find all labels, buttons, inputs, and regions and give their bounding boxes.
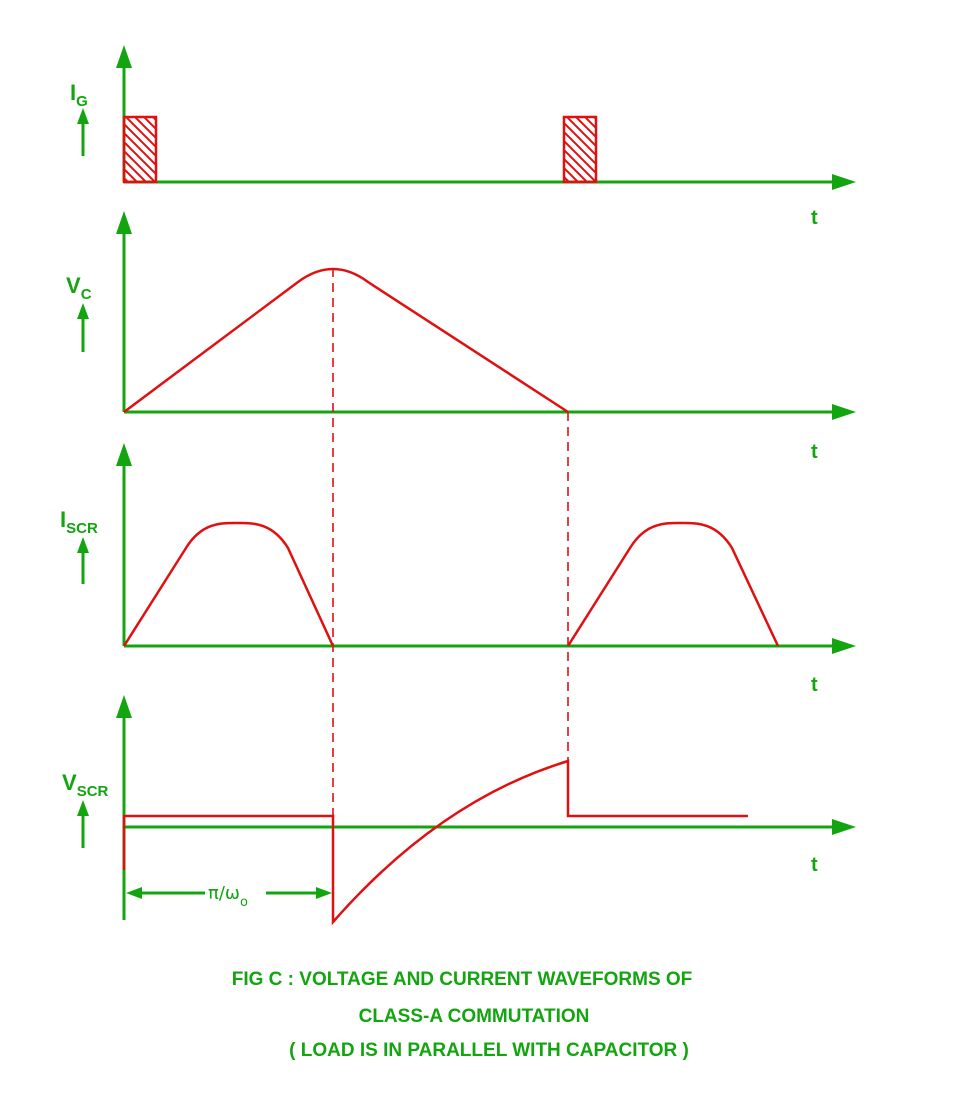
gate-pulse-1 (124, 117, 156, 182)
gate-pulse-2 (564, 117, 596, 182)
vscr-time-label: t (811, 854, 818, 876)
ig-x-arrowhead (832, 174, 856, 190)
vc-time-label: t (811, 441, 818, 463)
caption-line-3: ( LOAD IS IN PARALLEL WITH CAPACITOR ) (289, 1040, 689, 1061)
ig-time-label: t (811, 207, 818, 229)
vscr-label: $V_{SCR}$ (62, 770, 109, 800)
iscr-x-arrowhead (832, 638, 856, 654)
interval-left-arrow-icon (126, 887, 142, 899)
iscr-small-arrow-icon (77, 537, 89, 553)
caption-line-1: FIG C : VOLTAGE AND CURRENT WAVEFORMS OF (231, 969, 693, 990)
interval-label: $\pi/\omega_o$ (208, 883, 248, 910)
vc-small-arrow-icon (77, 303, 89, 319)
iscr-pulse-2 (568, 523, 778, 646)
ig-y-arrowhead (116, 45, 132, 68)
panel-capacitor-voltage (66, 211, 856, 463)
interval-right-arrow-icon (316, 887, 332, 899)
panel-scr-voltage (62, 695, 856, 922)
iscr-label: $I_{SCR}$ (60, 507, 98, 537)
vc-waveform (124, 269, 568, 412)
iscr-y-arrowhead (116, 443, 132, 466)
vscr-x-arrowhead (832, 819, 856, 835)
caption-line-2: CLASS-A COMMUTATION (358, 1006, 590, 1027)
vscr-y-arrowhead (116, 695, 132, 718)
vc-y-arrowhead (116, 211, 132, 234)
ig-small-arrow-icon (77, 108, 89, 124)
ig-label: $I_G$ (70, 80, 88, 110)
iscr-time-label: t (811, 674, 818, 696)
panel-scr-current (60, 443, 856, 696)
panel-gate-current (70, 45, 856, 229)
iscr-pulse-1 (124, 523, 333, 646)
vc-label: $V_C$ (66, 273, 92, 303)
vscr-small-arrow-icon (77, 800, 89, 816)
vc-x-arrowhead (832, 404, 856, 420)
